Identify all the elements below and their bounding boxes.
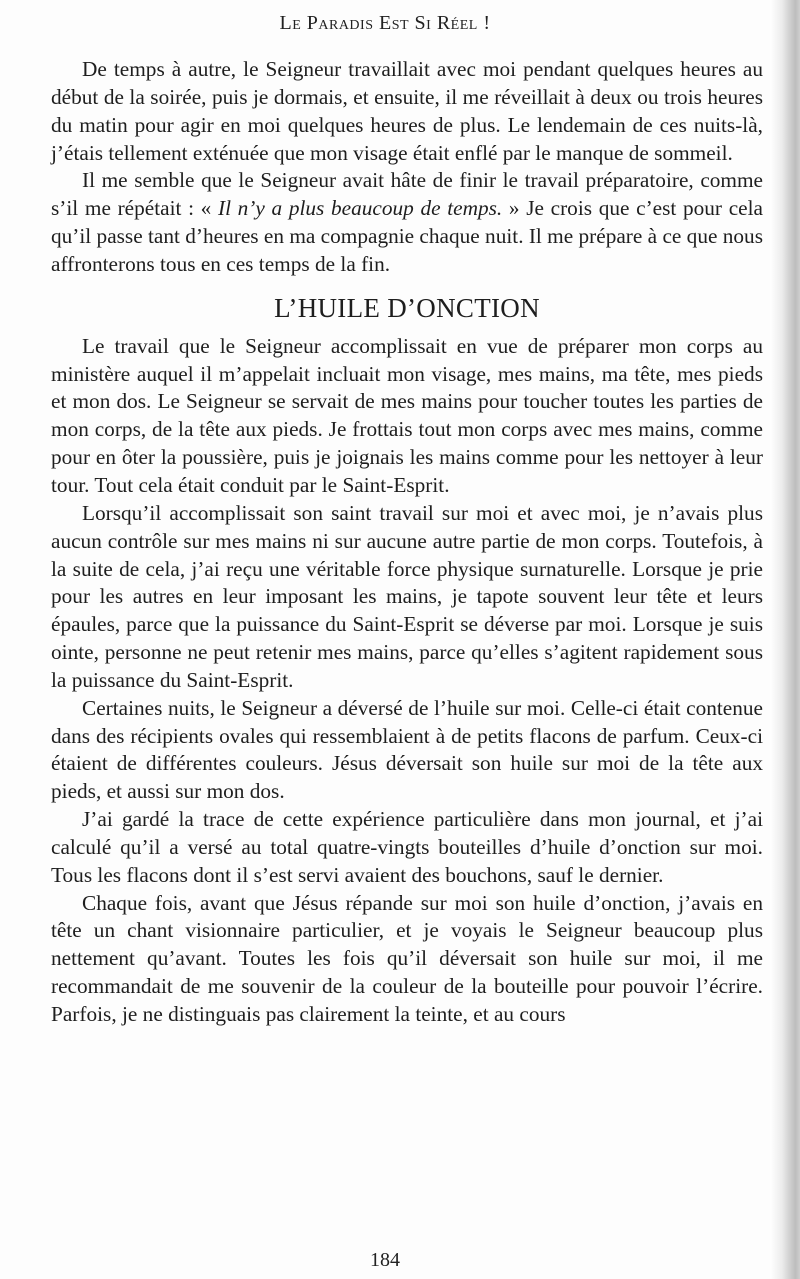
paragraph: De temps à autre, le Seigneur travaillait avec moi pendant quelques heures au début de la soirée, puis je dormais, et ensuite, il me réveillait à deux ou trois heures du matin pour agir en moi quelques heures de plus. Le lendemain de ces nuits-là, j’étais tellement exténuée que mon visage était enflé par le manque de sommeil. xyxy=(51,57,763,165)
running-head: Le Paradis Est Si Réel ! xyxy=(279,12,491,34)
paragraph: Chaque fois, avant que Jésus répande sur moi son huile d’onction, j’avais en tête un chant visionnaire particulier, et je voyais le Seigneur beaucoup plus nettement qu’avant. Toutes les fois qu’il déversait son huile sur moi, il me recommandait de me souvenir de la couleur de la bouteille pour pouvoir l’écrire. Parfois, je ne distinguais pas clairement la teinte, et au cours xyxy=(51,890,763,1026)
paragraph: Certaines nuits, le Seigneur a déversé de l’huile sur moi. Celle-ci était contenue dans des récipients ovales qui ressemblaient à de petits flacons de parfum. Ceux-ci étaient de différentes couleurs. Jésus déversait son huile sur moi de la tête aux pieds, et aussi sur mon dos. xyxy=(51,695,763,804)
paragraph: Le travail que le Seigneur accomplissait en vue de préparer mon corps au ministère auquel il m’appelait incluait mon visage, mes mains, ma tête, mes pieds et mon dos. Le Seigneur se servait de mes mains pour toucher toutes les parties de mon corps, de la tête aux pieds. Je frottais tout mon corps avec mes mains, comme pour en ôter la poussière, puis je joignais les mains comme pour les nettoyer à leur tour. Tout cela était conduit par le Saint-Esprit. xyxy=(51,333,763,497)
paragraph-quote xyxy=(51,167,763,278)
quote-tail: » Je crois que c’est pour cela qu’il passe tant d’heures en ma compagnie chaque nuit. Il me prépare à ce que nous affronterons tous en ces temps de la fin. xyxy=(51,196,763,276)
quote-italic: Il n’y a plus beaucoup de temps. xyxy=(217,196,503,221)
paragraph: J’ai gardé la trace de cette expérience particulière dans mon journal, et j’ai calculé qu’il a versé au total quatre-vingts bouteilles d’huile d’onction sur moi. Tous les flacons dont il s’est servi avaient des bouchons, sauf le dernier. xyxy=(51,807,763,887)
quote-lead: Il me semble que le Seigneur avait hâte de finir le travail préparatoire, comme s’il me répétait : « xyxy=(51,168,763,221)
page-number: 184 xyxy=(370,1249,400,1271)
page-gutter-shadow xyxy=(770,0,800,1279)
paragraph: Lorsqu’il accomplissait son saint travail sur moi et avec moi, je n’avais plus aucun contrôle sur mes mains ni sur aucune autre partie de mon corps. Toutefois, à la suite de cela, j’ai reçu une véritable force physique surnaturelle. Lorsque je prie pour les autres en leur imposant les mains, je tapote souvent leur tête et leurs épaules, parce que la puissance du Saint-Esprit se déverse par moi. Lorsque je suis ointe, personne ne peut retenir mes mains, parce qu’elles s’agitent rapidement sous la puissance du Saint-Esprit. xyxy=(51,500,763,692)
body-text xyxy=(51,56,763,1029)
section-heading: L’HUILE D’ONCTION xyxy=(274,292,540,323)
